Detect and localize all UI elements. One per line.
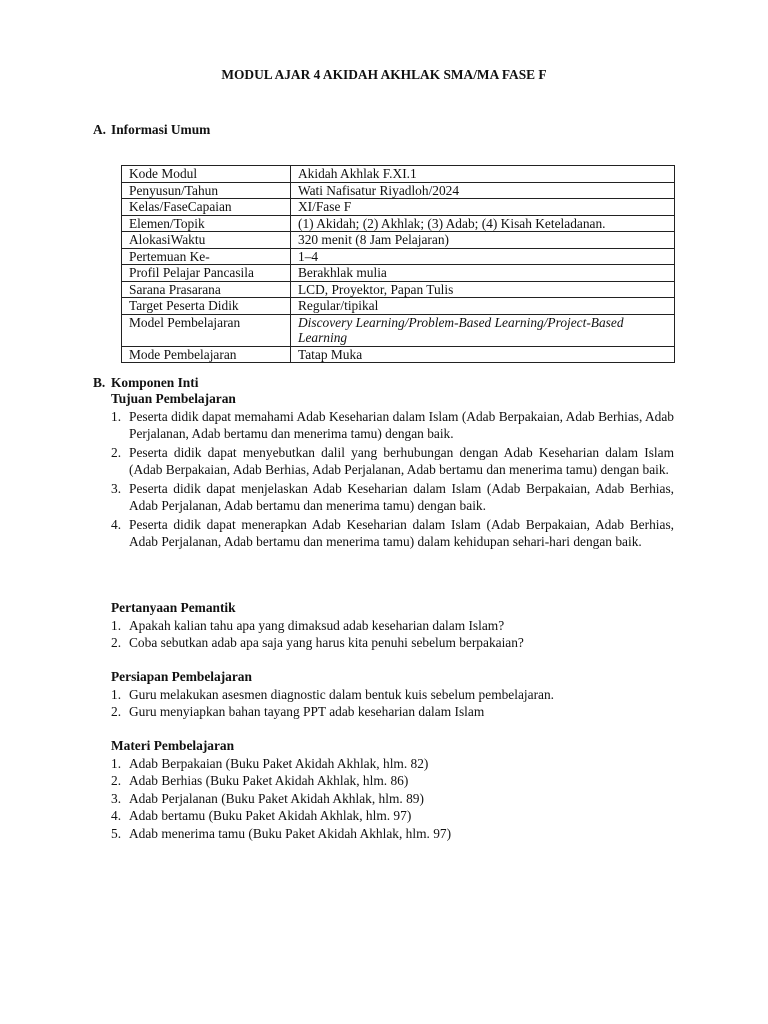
section-b-heading <box>93 374 198 392</box>
list-item <box>111 790 674 808</box>
list-text: Guru menyiapkan bahan tayang PPT adab keseharian dalam Islam <box>129 704 485 719</box>
list-item <box>111 516 674 551</box>
list-number: 2. <box>111 444 122 460</box>
list-number: 1. <box>111 617 122 633</box>
list-text: Adab menerima tamu (Buku Paket Akidah Akhlak, hlm. 97) <box>129 825 452 841</box>
info-key: Model Pembelajaran <box>122 314 291 346</box>
pemantik-heading: Pertanyaan Pemantik <box>111 600 236 615</box>
list-text: Peserta didik dapat menyebutkan dalil yang berhubungan dengan Adab Keseharian dalam Islam (Adab Berpakaian, Adab Berhias, Adab Perjalanan, Adab bertamu dan menerima tamu) dengan baik. <box>129 444 674 477</box>
info-value: Regular/tipikal <box>291 298 675 315</box>
list-text: Peserta didik dapat menjelaskan Adab Keseharian dalam Islam (Adab Berpakaian, Adab Berhias, Adab Perjalanan, Adab bertamu dan menerima tamu) dengan baik. <box>129 480 674 513</box>
info-value: 320 menit (8 Jam Pelajaran) <box>291 232 675 249</box>
section-b-title: Komponen Inti <box>111 375 199 390</box>
table-row <box>122 248 675 265</box>
list-text: Coba sebutkan adab apa saja yang harus kita penuhi sebelum berpakaian? <box>129 635 524 650</box>
info-key: Penyusun/Tahun <box>122 182 291 199</box>
list-number: 2. <box>111 773 122 788</box>
info-key: Elemen/Topik <box>122 215 291 232</box>
table-row <box>122 215 675 232</box>
info-key: Sarana Prasarana <box>122 281 291 298</box>
info-key: Kelas/FaseCapaian <box>122 199 291 216</box>
list-text: Apakah kalian tahu apa yang dimaksud adab keseharian dalam Islam? <box>129 617 505 633</box>
document-title: MODUL AJAR 4 AKIDAH AKHLAK SMA/MA FASE F <box>221 67 547 82</box>
list-text: Adab Berhias (Buku Paket Akidah Akhlak, hlm. 86) <box>129 773 409 788</box>
info-value: Discovery Learning/Problem-Based Learning/Project-Based Learning <box>291 314 675 346</box>
list-item <box>111 825 674 843</box>
list-number: 4. <box>111 808 122 823</box>
table-row <box>122 281 675 298</box>
materi-list <box>111 755 674 843</box>
list-item <box>111 755 674 773</box>
list-number: 1. <box>111 408 122 424</box>
table-row <box>122 298 675 315</box>
list-number: 2. <box>111 704 122 719</box>
info-value: Berakhlak mulia <box>291 265 675 282</box>
tujuan-section <box>111 390 674 552</box>
list-number: 3. <box>111 480 122 496</box>
section-a-heading <box>93 121 210 139</box>
table-row <box>122 314 675 346</box>
info-value: LCD, Proyektor, Papan Tulis <box>291 281 675 298</box>
list-number: 1. <box>111 686 122 702</box>
list-number: 3. <box>111 790 122 806</box>
list-item <box>111 408 674 443</box>
pemantik-list <box>111 617 674 652</box>
persiapan-section <box>111 668 674 721</box>
table-row <box>122 182 675 199</box>
list-item <box>111 703 674 721</box>
info-value: (1) Akidah; (2) Akhlak; (3) Adab; (4) Kisah Keteladanan. <box>291 215 675 232</box>
list-number: 2. <box>111 635 122 650</box>
info-key: AlokasiWaktu <box>122 232 291 249</box>
materi-heading: Materi Pembelajaran <box>111 738 235 753</box>
list-item <box>111 444 674 479</box>
list-item <box>111 480 674 515</box>
list-item <box>111 634 674 652</box>
info-table <box>121 165 675 363</box>
info-key: Mode Pembelajaran <box>122 346 291 363</box>
info-key: Profil Pelajar Pancasila <box>122 265 291 282</box>
pemantik-section <box>111 599 674 652</box>
table-row <box>122 166 675 183</box>
info-value: Tatap Muka <box>291 346 675 363</box>
section-a-letter: A. <box>93 122 107 137</box>
table-row <box>122 346 675 363</box>
tujuan-list <box>111 408 674 551</box>
info-key: Pertemuan Ke- <box>122 248 291 265</box>
info-key: Target Peserta Didik <box>122 298 291 315</box>
list-text: Adab Perjalanan (Buku Paket Akidah Akhlak, hlm. 89) <box>129 790 424 806</box>
materi-section <box>111 737 674 842</box>
info-value: XI/Fase F <box>291 199 675 216</box>
list-number: 5. <box>111 825 122 841</box>
list-text: Peserta didik dapat menerapkan Adab Keseharian dalam Islam (Adab Berpakaian, Adab Berhias, Adab Perjalanan, Adab bertamu dan menerima tamu) dalam kehidupan sehari-hari dengan baik. <box>129 516 674 549</box>
list-number: 1. <box>111 755 122 771</box>
info-value: 1–4 <box>291 248 675 265</box>
section-a-title: Informasi Umum <box>111 122 211 137</box>
persiapan-list <box>111 686 674 721</box>
list-text: Adab Berpakaian (Buku Paket Akidah Akhlak, hlm. 82) <box>129 755 429 771</box>
table-row <box>122 232 675 249</box>
tujuan-heading: Tujuan Pembelajaran <box>111 391 236 406</box>
list-text: Guru melakukan asesmen diagnostic dalam bentuk kuis sebelum pembelajaran. <box>129 686 555 702</box>
list-item <box>111 617 674 635</box>
list-item <box>111 686 674 704</box>
info-value: Wati Nafisatur Riyadloh/2024 <box>291 182 675 199</box>
persiapan-heading: Persiapan Pembelajaran <box>111 669 252 684</box>
list-text: Peserta didik dapat memahami Adab Keseharian dalam Islam (Adab Berpakaian, Adab Berhias, Adab Perjalanan, Adab bertamu dan menerima tamu) dengan baik. <box>129 408 674 441</box>
list-text: Adab bertamu (Buku Paket Akidah Akhlak, hlm. 97) <box>129 808 412 823</box>
info-key: Kode Modul <box>122 166 291 183</box>
list-item <box>111 772 674 790</box>
section-b-letter: B. <box>93 375 106 390</box>
info-value: Akidah Akhlak F.XI.1 <box>291 166 675 183</box>
table-row <box>122 265 675 282</box>
list-item <box>111 807 674 825</box>
table-row <box>122 199 675 216</box>
list-number: 4. <box>111 516 122 532</box>
